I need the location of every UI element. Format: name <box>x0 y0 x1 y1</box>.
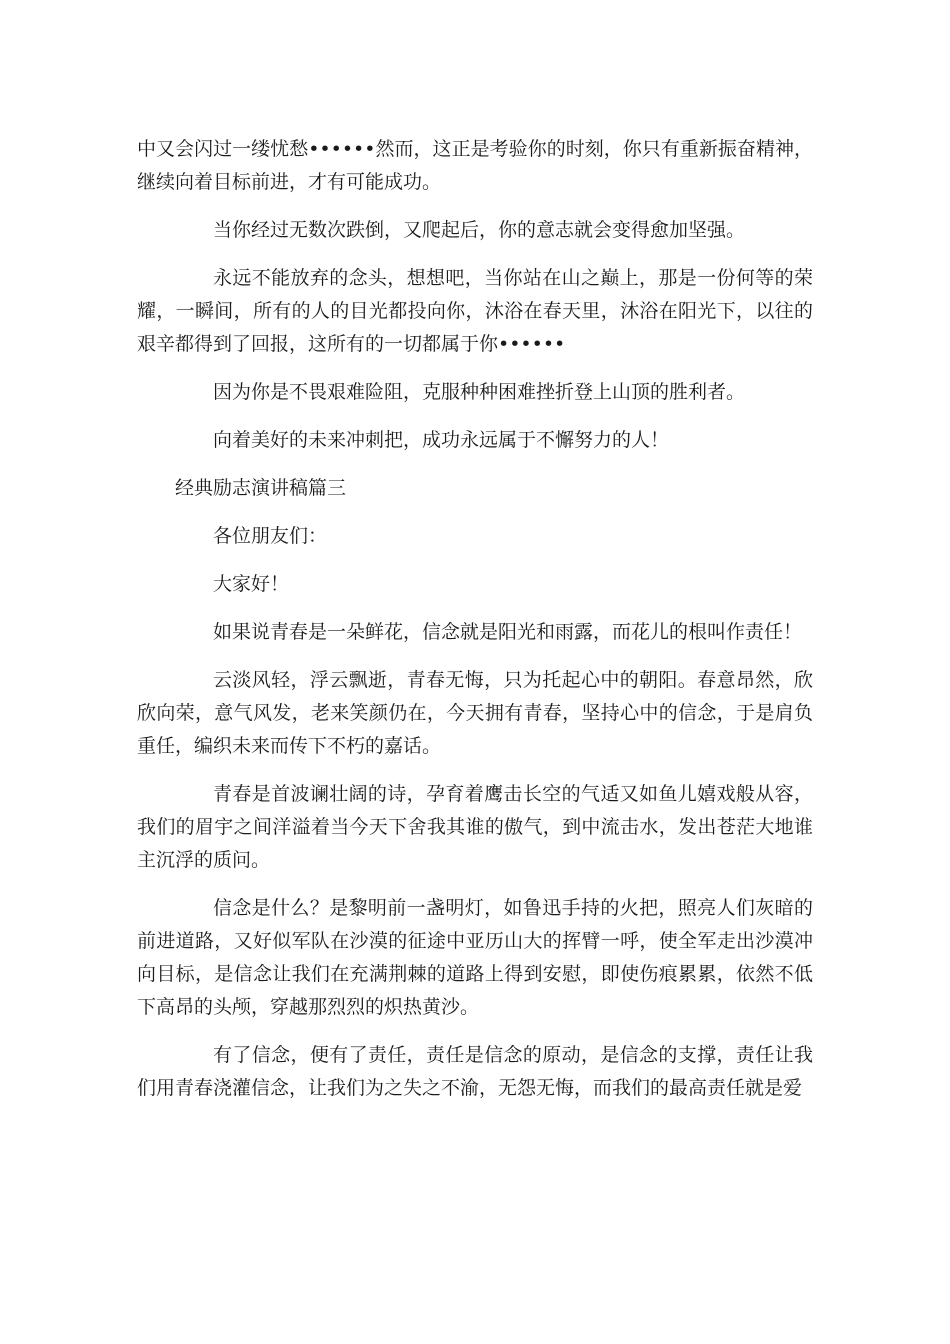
paragraph: 云淡风轻，浮云飘逝，青春无悔，只为托起心中的朝阳。春意昂然，欣欣向荣，意气风发，老来笑颜仍在，今天拥有青春，坚持心中的信念，于是肩负重任，编织未来而传下不朽的嘉话。 <box>137 669 813 757</box>
section-heading: 经典励志演讲稿篇三 <box>175 477 347 499</box>
paragraph: 向着美好的未来冲刺把，成功永远属于不懈努力的人！ <box>213 429 670 451</box>
paragraph: 当你经过无数次跌倒，又爬起后，你的意志就会变得愈加坚强。 <box>213 219 746 241</box>
paragraph: 有了信念，便有了责任，责任是信念的原动，是信念的支撑，责任让我们用青春浇灌信念，让我们为之失之不渝，无怨无悔，而我们的最高责任就是爱 <box>137 1044 813 1099</box>
paragraph-continued: 中又会闪过一缕忧愁••••••然而，这正是考验你的时刻，你只有重新振奋精神，继续向着目标前进，才有可能成功。 <box>137 138 813 193</box>
salutation: 各位朋友们： <box>213 525 328 547</box>
paragraph: 青春是首波谰壮阔的诗，孕育着鹰击长空的气适又如鱼儿嬉戏般从容，我们的眉宇之间洋溢着当今天下舍我其谁的傲气，到中流击水，发出苍茫大地谁主沉浮的质问。 <box>137 783 813 871</box>
paragraph: 永远不能放弃的念头，想想吧，当你站在山之巅上，那是一份何等的荣耀，一瞬间，所有的人的目光都投向你，沐浴在春天里，沐浴在阳光下，以往的艰辛都得到了回报，这所有的一切都属于你•••••• <box>137 267 813 355</box>
greeting: 大家好！ <box>213 573 290 595</box>
document-body <box>137 133 813 1120</box>
paragraph: 如果说青春是一朵鲜花，信念就是阳光和雨露，而花儿的根叫作责任！ <box>213 621 803 643</box>
paragraph: 因为你是不畏艰难险阻，克服种种困难挫折登上山顶的胜利者。 <box>213 381 746 403</box>
paragraph: 信念是什么？是黎明前一盏明灯，如鲁迅手持的火把，照亮人们灰暗的前进道路，又好似军队在沙漠的征途中亚历山大的挥臂一呼，使全军走出沙漠冲向目标，是信念让我们在充满荆棘的道路上得到安慰，即使伤痕累累，依然不低下高昂的头颅，穿越那烈烈的炽热黄沙。 <box>137 897 813 1018</box>
